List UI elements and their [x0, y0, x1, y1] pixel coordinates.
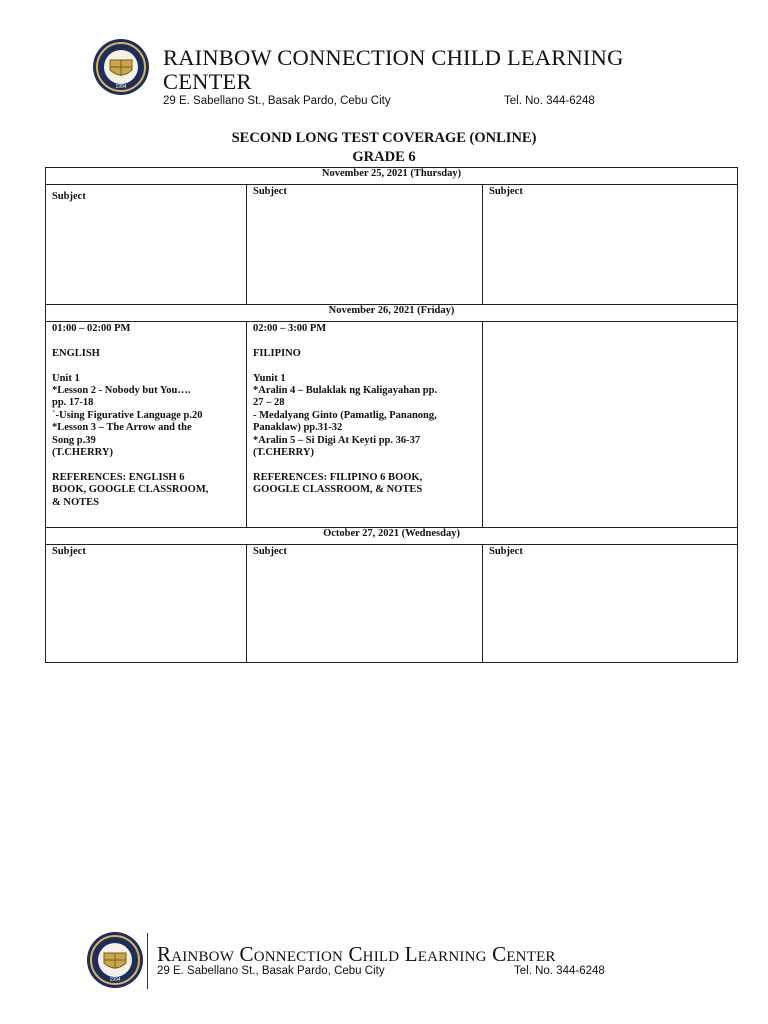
- school-name-line1: RAINBOW CONNECTION CHILD LEARNING: [163, 45, 624, 70]
- footer-address: 29 E. Sabellano St., Basak Pardo, Cebu City: [157, 965, 385, 977]
- lesson-line: 27 – 28: [253, 397, 285, 409]
- filipino-cell: [247, 322, 483, 528]
- lesson-line: *Lesson 3 – The Arrow and the: [52, 422, 192, 434]
- references-line: REFERENCES: FILIPINO 6 BOOK,: [253, 471, 423, 483]
- lesson-line: pp. 17-18: [52, 397, 94, 409]
- references-line: REFERENCES: ENGLISH 6: [52, 471, 185, 483]
- date-cell: October 27, 2021 (Wednesday): [46, 528, 738, 545]
- subject-row: [46, 322, 738, 528]
- footer-divider: [147, 933, 148, 989]
- teacher-name: (T.CHERRY): [52, 447, 113, 459]
- lesson-line: *Aralin 5 – Si Digi At Keyti pp. 36-37: [253, 434, 421, 446]
- svg-text:1994: 1994: [109, 977, 121, 983]
- grade-label: GRADE 6: [352, 149, 416, 165]
- references-line: BOOK, GOOGLE CLASSROOM,: [52, 484, 209, 496]
- time-slot: 02:00 – 3:00 PM: [253, 323, 327, 334]
- date-row: [46, 528, 738, 545]
- references-line: & NOTES: [52, 496, 99, 508]
- document-title: SECOND LONG TEST COVERAGE (ONLINE): [231, 130, 537, 146]
- footer-school-name: Rainbow Connection Child Learning Center: [157, 942, 556, 966]
- subject-cell: [46, 545, 247, 663]
- english-cell: [46, 322, 247, 528]
- subject-label: Subject: [489, 546, 523, 557]
- subject-cell: [247, 545, 483, 663]
- svg-text:1994: 1994: [115, 84, 127, 90]
- lesson-line: Song p.39: [52, 434, 96, 446]
- date-cell: November 25, 2021 (Thursday): [46, 168, 738, 185]
- date-row: [46, 305, 738, 322]
- school-name: [163, 46, 624, 94]
- subject-label: Subject: [52, 546, 86, 557]
- header: [0, 0, 768, 120]
- subject-row: [46, 545, 738, 663]
- subject-cell: [46, 185, 247, 305]
- school-name-line2: CENTER: [163, 69, 252, 94]
- footer: [0, 925, 768, 995]
- lesson-line: *Aralin 4 – Bulaklak ng Kaligayahan pp.: [253, 385, 438, 396]
- school-tel: Tel. No. 344-6248: [504, 95, 595, 107]
- subject-label: Subject: [253, 546, 287, 557]
- date-row: [46, 168, 738, 185]
- subject-cell: [483, 185, 738, 305]
- subject-label: Subject: [489, 186, 523, 197]
- subject-cell: [483, 545, 738, 663]
- references-line: GOOGLE CLASSROOM, & NOTES: [253, 484, 423, 496]
- date-cell: November 26, 2021 (Friday): [46, 305, 738, 322]
- school-address: 29 E. Sabellano St., Basak Pardo, Cebu City: [163, 95, 391, 107]
- time-slot: 01:00 – 02:00 PM: [52, 323, 131, 334]
- school-logo-seal: [86, 931, 144, 989]
- lesson-line: Panaklaw) pp.31-32: [253, 422, 343, 434]
- lesson-line: - Medalyang Ginto (Pamatlig, Pananong,: [253, 409, 437, 421]
- subject-name: ENGLISH: [52, 347, 100, 359]
- subject-label: Subject: [52, 191, 86, 202]
- unit-label: Yunit 1: [253, 372, 286, 384]
- subject-label: Subject: [253, 186, 287, 197]
- coverage-table: [45, 167, 738, 663]
- subject-name: FILIPINO: [253, 347, 301, 359]
- lesson-line: `-Using Figurative Language p.20: [52, 409, 203, 421]
- subject-cell: [247, 185, 483, 305]
- subject-row: [46, 185, 738, 305]
- teacher-name: (T.CHERRY): [253, 447, 314, 459]
- lesson-line: *Lesson 2 - Nobody but You….: [52, 385, 191, 396]
- unit-label: Unit 1: [52, 372, 80, 384]
- school-logo-seal: [92, 38, 150, 96]
- empty-cell: [483, 322, 738, 528]
- footer-tel: Tel. No. 344-6248: [514, 965, 605, 977]
